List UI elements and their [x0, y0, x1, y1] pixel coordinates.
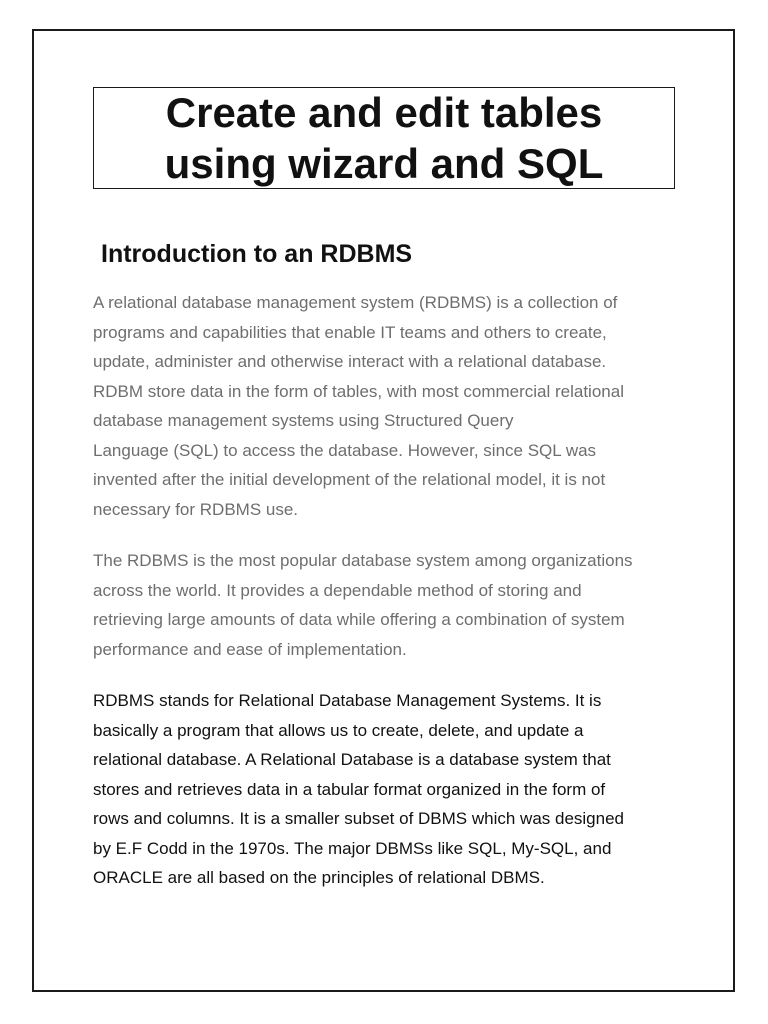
paragraph-line: relational database. A Relational Database is a database system that [93, 750, 611, 769]
paragraph-rdbms-popularity [93, 546, 693, 664]
paragraph-line: A relational database management system (RDBMS) is a collection of [93, 293, 618, 312]
paragraph-line: ORACLE are all based on the principles of relational DBMS. [93, 868, 545, 887]
paragraph-line: Language (SQL) to access the database. However, since SQL was [93, 440, 597, 460]
paragraph-line: across the world. It provides a dependable method of storing and [93, 580, 582, 600]
paragraph-line: RDBM store data in the form of tables, with most commercial relational [93, 381, 624, 401]
paragraph-line: retrieving large amounts of data while offering a combination of system [93, 610, 625, 629]
paragraph-line: basically a program that allows us to create, delete, and update a [93, 720, 584, 740]
paragraph-line: update, administer and otherwise interact with a relational database. [93, 352, 607, 371]
paragraph-line: programs and capabilities that enable IT teams and others to create, [93, 322, 607, 342]
paragraph-line: stores and retrieves data in a tabular format organized in the form of [93, 779, 606, 799]
paragraph-line: by E.F Codd in the 1970s. The major DBMSs like SQL, My-SQL, and [93, 838, 612, 858]
title-line-1: Create and edit tables [165, 89, 603, 136]
paragraph-rdbms-definition [93, 288, 693, 524]
title-box [93, 87, 675, 189]
paragraph-rdbms-meaning [93, 686, 693, 893]
paragraph-line: The RDBMS is the most popular database system among organizations [93, 551, 633, 570]
paragraph-line: RDBMS stands for Relational Database Management Systems. It is [93, 691, 602, 710]
paragraph-line: necessary for RDBMS use. [93, 499, 299, 519]
paragraph-line: database management systems using Structured Query [93, 411, 514, 430]
title-line-2: using wizard and SQL [164, 140, 604, 187]
paragraph-line: invented after the initial development of the relational model, it is not [93, 470, 606, 489]
paragraph-line: performance and ease of implementation. [93, 639, 407, 659]
section-heading: Introduction to an RDBMS [101, 240, 413, 268]
paragraph-line: rows and columns. It is a smaller subset of DBMS which was designed [93, 809, 625, 828]
